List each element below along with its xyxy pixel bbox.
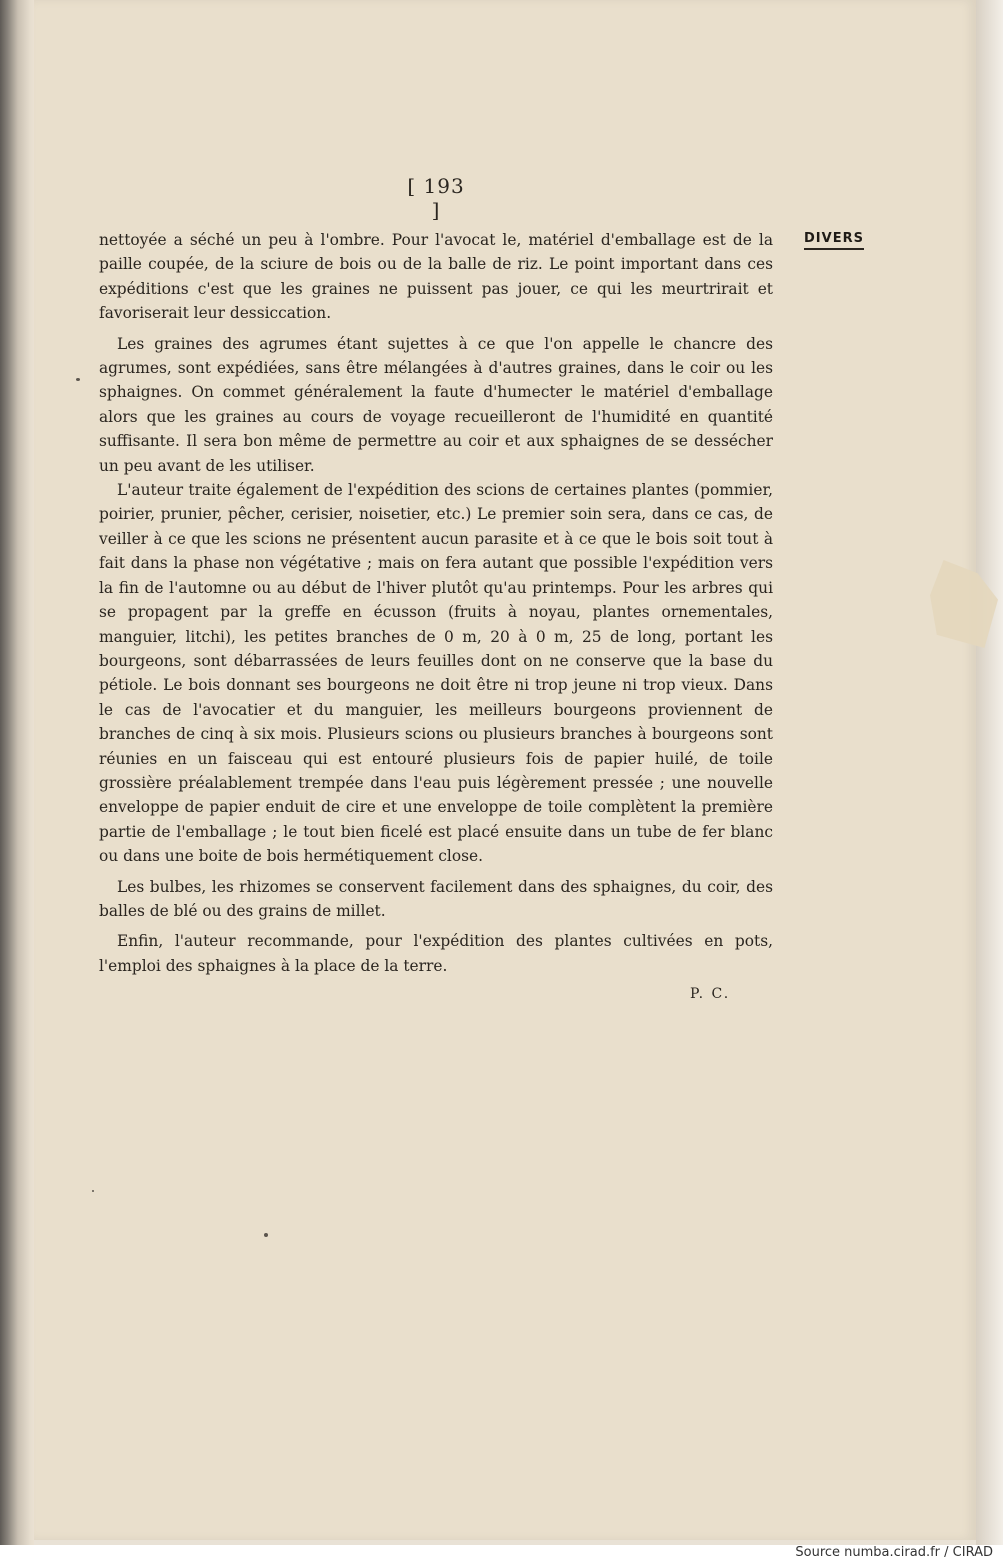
paper-speck [76,378,80,381]
page-edge [976,0,1003,1545]
paper-speck [92,1190,94,1192]
signature: P. C. [690,986,731,1002]
section-label: DIVERS [804,231,864,250]
paragraph: nettoyée a séché un peu à l'ombre. Pour l'avocat le, matériel d'emballage est de la paille coupée, de la sciure de bois ou de la balle de riz. Le point important dans ces expéditions c'est que les graines ne puissent pas jouer, ce qui les meurtrirait et favoriserait leur dessiccation. [99,231,773,323]
page-number: [ 193 ] [407,174,465,222]
paper-speck [264,1233,268,1237]
source-credit: Source numba.cirad.fr / CIRAD [795,1545,993,1560]
paragraph: L'auteur traite également de l'expédition des scions de certaines plantes (pommier, poirier, prunier, pêcher, cerisier, noisetier, etc.) Le premier soin sera, dans ce cas, de veiller à ce que les scions ne présentent aucun parasite et à ce que le bois soit tout à fait dans la phase non végétative ; mais on fera autant que possible l'expédition vers la fin de l'automne ou au début de l'hiver plutôt qu'au printemps. Pour les arbres qui se propagent par la greffe en écusson (fruits à noyau, plantes ornementales, manguier, litchi), les petites branches de 0 m, 20 à 0 m, 25 de long, portant les bourgeons, sont débarrassées de leurs feuilles dont on ne conserve que la base du pétiole. Le bois donnant ses bourgeons ne doit être ni trop jeune ni trop vieux. Dans le cas de l'avocatier et du manguier, les meilleurs bourgeons proviennent de branches de cinq à six mois. Plusieurs scions ou plusieurs branches à bourgeons sont réunies en un faisceau qui est entouré plusieurs fois de papier huilé, de toile grossière préalablement trempée dans l'eau puis légèrement pressée ; une nouvelle enveloppe de papier enduit de cire et une enveloppe de toile complètent la première partie de l'emballage ; le tout bien ficelé est placé ensuite dans un tube de fer blanc ou dans une boite de bois hermétiquement close. [99,481,773,866]
paragraph: Les graines des agrumes étant sujettes à ce que l'on appelle le chancre des agrumes, sont expédiées, sans être mélangées à d'autres graines, dans le coir ou les sphaignes. On commet généralement la faute d'humecter le matériel d'emballage alors que les graines au cours de voyage recueilleront de l'humidité en quantité suffisante. Il sera bon même de permettre au coir et aux sphaignes de se dessécher un peu avant de les utiliser. [99,334,773,475]
book-gutter [0,0,34,1545]
body-text [99,228,773,978]
paragraph: Les bulbes, les rhizomes se conservent facilement dans des sphaignes, du coir, des balles de blé ou des grains de millet. [99,877,773,920]
paragraph: Enfin, l'auteur recommande, pour l'expédition des plantes cultivées en pots, l'emploi des sphaignes à la place de la terre. [99,932,773,975]
